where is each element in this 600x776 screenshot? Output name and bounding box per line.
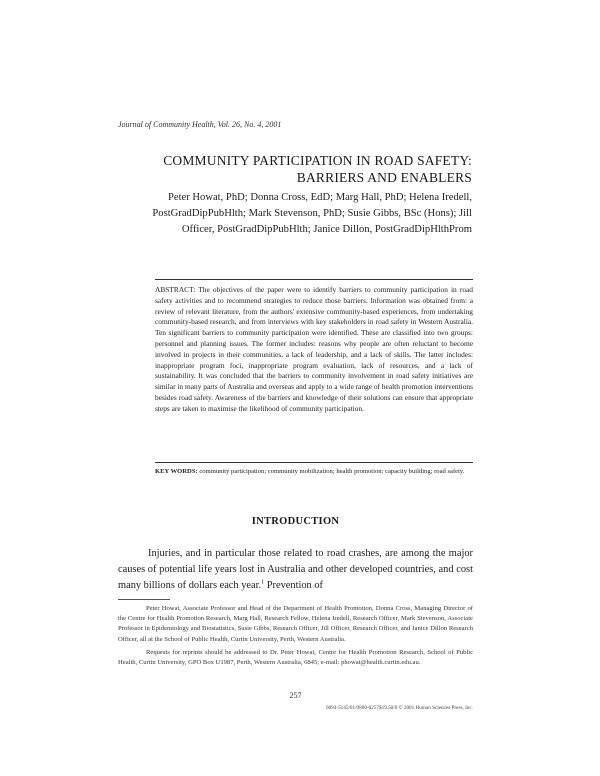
footnote-rule bbox=[118, 599, 170, 600]
introduction-text-continued: Prevention of bbox=[264, 580, 323, 591]
section-heading-introduction: INTRODUCTION bbox=[251, 516, 340, 527]
introduction-text: Injuries, and in particular those related to road crashes, are among the major causes of potential life years lost in Australia and other developed countries, and cost many billions of dollars each year. bbox=[118, 548, 473, 591]
reference-marker: 1 bbox=[261, 579, 265, 586]
abstract-text: ABSTRACT: The objectives of the paper were to identify barriers to community participation in road safety activities and to recommend strategies to reduce those barriers. Information was obtained from: a review of relevant literature, from the authors' extensive community-based experiences, from undertaking community-based research, and from interviews with key stakeholders in road safety in Western Australia. Ten significant barriers to community participation were identified. These are classified into two groups: personnel and planning issues. The former includes: reasons why people are often reluctant to become involved in projects in their communities, a lack of leadership, and a lack of skills. The latter includes: inappropriate program foci, inappropriate program evaluation, lack of resources, and a lack of sustainability. It was concluded that the barriers to community involvement in road safety initiatives are similar in many parts of Australia and overseas and apply to a wide range of health promotion interventions besides road safety. Awareness of the barriers and knowledge of their solutions can ensure that appropriate steps are taken to maximise the likelihood of community participation. bbox=[155, 285, 473, 413]
abstract-top-rule bbox=[155, 279, 473, 280]
keywords-label: KEY WORDS: bbox=[155, 468, 198, 475]
journal-citation: Journal of Community Health, Vol. 26, No. 4, 2001 bbox=[118, 120, 282, 129]
keywords bbox=[155, 467, 473, 477]
paper-title: COMMUNITY PARTICIPATION IN ROAD SAFETY: BARRIERS AND ENABLERS bbox=[163, 153, 472, 185]
reprint-request-footnote: Requests for reprints should be addressed to Dr. Peter Howat, Centre for Health Promotion Research, School of Public Health, Curtin University, GPO Box U1987, Perth, Western Australia, 6845; e-mail: phowat@health.curtin.edu.au. bbox=[118, 648, 473, 667]
page-number: 257 bbox=[289, 691, 302, 700]
keywords-list: community participation; community mobilization; health promotion; capacity building; road safety. bbox=[199, 468, 465, 475]
abstract-bottom-rule bbox=[155, 462, 473, 463]
introduction-paragraph bbox=[118, 546, 473, 594]
author-list: Peter Howat, PhD; Donna Cross, EdD; Marg Hall, PhD; Helena Iredell, PostGradDipPubHlth; Mark Stevenson, PhD; Susie Gibbs, BSc (Hons); Jill Officer, PostGradDipPubHlth; Janice Dillon, PostGradDipHlthProm bbox=[152, 192, 472, 235]
copyright-line: 0094-5145/01/0800-0257$19.50/0 © 2001 Human Sciences Press, Inc. bbox=[325, 705, 473, 711]
author-affiliations-footnote: Peter Howat, Associate Professor and Head of the Department of Health Promotion, Donna Cross, Managing Director of the Centre for Health Promotion Research, Marg Hall, Research Fellow, Helena Iredell, Research Officer, Mark Stevenson, Associate Professor in Epidemiology and Biostatistics, Susie Gibbs, Research Officer, Jill Officer, Research Officer, and Janice Dillon Research Officer, all at the School of Public Health, Curtin University, Perth, Western Australia. bbox=[118, 605, 473, 643]
footnotes bbox=[118, 604, 473, 668]
